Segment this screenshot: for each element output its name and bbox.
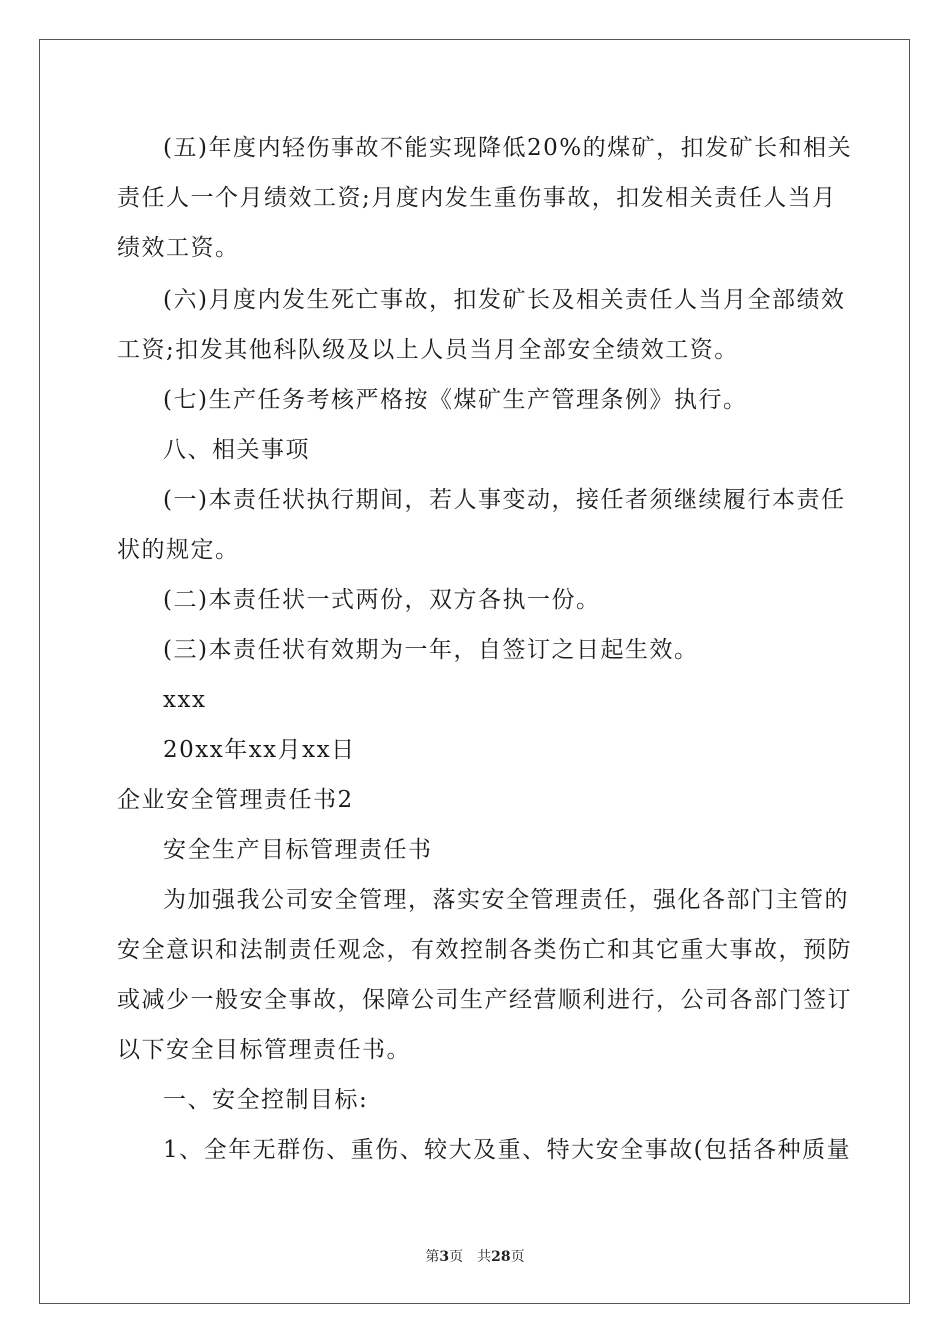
page-number: 3 [439, 1249, 450, 1265]
paragraph-line: (六)月度内发生死亡事故，扣发矿长及相关责任人当月全部绩效 [163, 287, 846, 313]
paragraph-line: (一)本责任状执行期间，若人事变动，接任者须继续履行本责任 [163, 487, 846, 513]
page-suffix: 页 [449, 1249, 464, 1265]
paragraph-line: 状的规定。 [117, 537, 240, 563]
page-prefix: 第 [425, 1249, 440, 1265]
signature-line: xxx [163, 687, 207, 713]
page-footer [0, 1248, 950, 1266]
document-subtitle: 安全生产目标管理责任书 [163, 837, 433, 863]
paragraph-line: (七)生产任务考核严格按《煤矿生产管理条例》执行。 [163, 387, 748, 413]
paragraph-line: 绩效工资。 [117, 235, 240, 261]
paragraph-line: 以下安全目标管理责任书。 [117, 1037, 411, 1063]
paragraph-line: (二)本责任状一式两份，双方各执一份。 [163, 587, 601, 613]
total-suffix: 页 [510, 1249, 525, 1265]
section-heading: 八、相关事项 [163, 437, 310, 463]
paragraph-line: (三)本责任状有效期为一年，自签订之日起生效。 [163, 637, 699, 663]
date-line: 20xx年xx月xx日 [163, 737, 356, 763]
paragraph-line: 1、全年无群伤、重伤、较大及重、特大安全事故(包括各种质量 [163, 1137, 852, 1163]
section-heading: 一、安全控制目标: [163, 1087, 369, 1113]
total-pages: 28 [491, 1249, 511, 1265]
paragraph-line: 为加强我公司安全管理，落实安全管理责任，强化各部门主管的 [163, 887, 849, 913]
paragraph-line: 或减少一般安全事故，保障公司生产经营顺利进行，公司各部门签订 [117, 987, 852, 1013]
paragraph-line: 工资;扣发其他科队级及以上人员当月全部安全绩效工资。 [117, 337, 739, 363]
document-title: 企业安全管理责任书2 [117, 787, 354, 813]
paragraph-line: (五)年度内轻伤事故不能实现降低20%的煤矿，扣发矿长和相关 [163, 135, 853, 161]
paragraph-line: 责任人一个月绩效工资;月度内发生重伤事故，扣发相关责任人当月 [117, 185, 837, 211]
total-prefix: 共 [477, 1249, 492, 1265]
paragraph-line: 安全意识和法制责任观念，有效控制各类伤亡和其它重大事故，预防 [117, 937, 852, 963]
